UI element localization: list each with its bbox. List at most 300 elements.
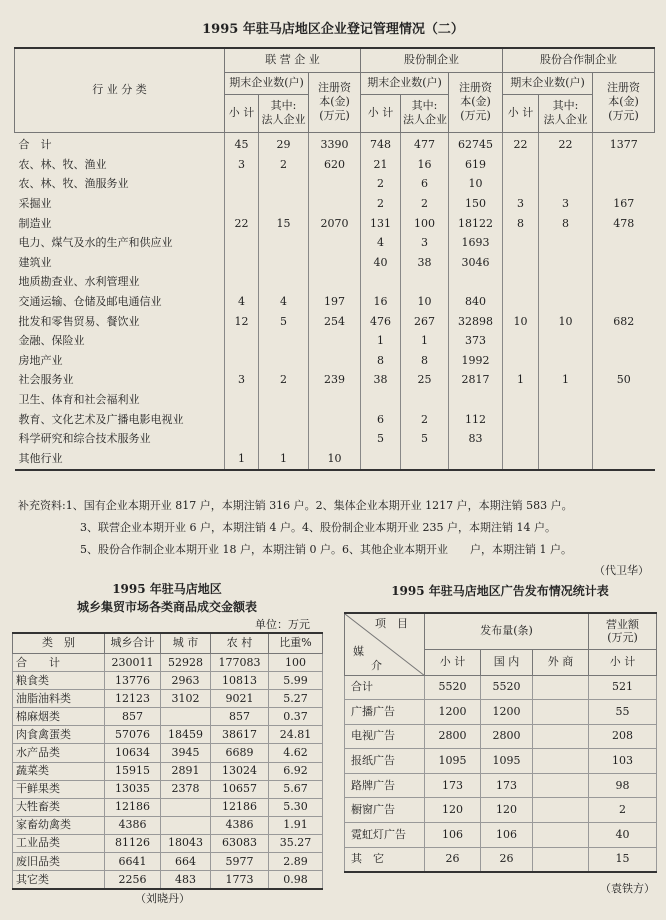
category-name: 工业品类 — [13, 834, 105, 852]
value-cell: 173 — [425, 773, 481, 798]
table-row — [15, 175, 655, 195]
value-cell: 5 — [361, 429, 401, 449]
category-name: 废旧品类 — [13, 853, 105, 871]
value-cell: 1 — [503, 371, 539, 391]
value-cell: 100 — [269, 654, 323, 672]
legal-entity-header: 其中: 法人企业 — [539, 94, 593, 132]
value-cell: 10813 — [211, 672, 269, 690]
revenue-header: 营业额 (万元) — [589, 613, 657, 649]
value-cell — [539, 410, 593, 430]
legal-entity-header: 其中: 法人企业 — [401, 94, 449, 132]
value-cell: 35.27 — [269, 834, 323, 852]
value-cell — [533, 675, 589, 700]
category-name: 肉食禽蛋类 — [13, 726, 105, 744]
industry-name: 科学研究和综合技术服务业 — [18, 432, 151, 446]
value-cell: 5 — [401, 429, 449, 449]
table-row — [345, 749, 657, 774]
value-cell: 62745 — [449, 132, 503, 155]
value-cell — [225, 175, 259, 195]
value-cell: 131 — [361, 214, 401, 234]
value-cell — [539, 292, 593, 312]
value-cell: 32898 — [449, 312, 503, 332]
category-name: 蔬菜类 — [13, 762, 105, 780]
value-cell: 15915 — [105, 762, 161, 780]
value-cell — [593, 331, 655, 351]
value-cell — [503, 331, 539, 351]
value-cell — [593, 429, 655, 449]
media-name: 路牌广告 — [345, 773, 425, 798]
value-cell: 1 — [401, 331, 449, 351]
value-cell: 18122 — [449, 214, 503, 234]
value-cell: 40 — [361, 253, 401, 273]
value-cell — [225, 351, 259, 371]
value-cell: 2.89 — [269, 853, 323, 871]
supplement-note-2: 3、联营企业本期开业 6 户，本期注销 4 户。4、股份制企业本期开业 235 户，本期注销 14 户。 — [80, 521, 556, 534]
subtotal-header: 小 计 — [503, 94, 539, 132]
value-cell — [539, 155, 593, 175]
table-row — [15, 410, 655, 430]
value-cell: 2 — [401, 410, 449, 430]
value-cell — [401, 273, 449, 293]
value-cell: 112 — [449, 410, 503, 430]
table-row — [15, 214, 655, 234]
value-cell: 6.92 — [269, 762, 323, 780]
value-cell — [259, 273, 309, 293]
category-name: 合 计 — [13, 654, 105, 672]
value-cell — [503, 175, 539, 195]
value-cell — [503, 155, 539, 175]
total-header: 城乡合计 — [105, 633, 161, 654]
value-cell — [361, 390, 401, 410]
value-cell — [539, 331, 593, 351]
value-cell: 620 — [309, 155, 361, 175]
industry-name: 采掘业 — [18, 197, 52, 211]
subtotal-header: 小 计 — [361, 94, 401, 132]
value-cell: 3 — [401, 233, 449, 253]
industry-name: 金融、保险业 — [18, 334, 85, 348]
value-cell: 10 — [539, 312, 593, 332]
media-name: 橱窗广告 — [345, 798, 425, 823]
value-cell — [309, 331, 361, 351]
table-row — [13, 726, 323, 744]
value-cell: 6 — [361, 410, 401, 430]
table-row — [15, 390, 655, 410]
value-cell: 13024 — [211, 762, 269, 780]
ads-author: （袁铁方） — [600, 882, 655, 895]
value-cell — [309, 175, 361, 195]
value-cell: 57076 — [105, 726, 161, 744]
value-cell — [593, 351, 655, 371]
main-title: 1995 年驻马店地区企业登记管理情况（二） — [202, 22, 464, 37]
value-cell: 120 — [425, 798, 481, 823]
value-cell — [593, 273, 655, 293]
group-header-joint: 联 营 企 业 — [225, 48, 361, 72]
value-cell — [503, 449, 539, 470]
subtotal-header: 小 计 — [225, 94, 259, 132]
value-cell — [593, 390, 655, 410]
value-cell: 12 — [225, 312, 259, 332]
ads-title: 1995 年驻马店地区广告发布情况统计表 — [391, 584, 609, 598]
value-cell: 1693 — [449, 233, 503, 253]
value-cell — [309, 390, 361, 410]
value-cell — [161, 708, 211, 726]
value-cell: 619 — [449, 155, 503, 175]
rural-title-1: 1995 年驻马店地区 — [112, 582, 222, 596]
rural-title-2: 城乡集贸市场各类商品成交金额表 — [76, 600, 257, 614]
value-cell — [539, 351, 593, 371]
value-cell: 16 — [401, 155, 449, 175]
value-cell: 4.62 — [269, 744, 323, 762]
value-cell: 26 — [481, 847, 533, 872]
value-cell: 1 — [225, 449, 259, 470]
value-cell: 38 — [361, 371, 401, 391]
value-cell: 3945 — [161, 744, 211, 762]
value-cell — [539, 233, 593, 253]
media-name: 其 它 — [345, 847, 425, 872]
table-row — [15, 155, 655, 175]
value-cell: 4 — [361, 233, 401, 253]
category-name: 家畜幼禽类 — [13, 816, 105, 834]
supplement-note-3: 5、股份合作制企业本期开业 18 户，本期注销 0 户。6、其他企业本期开业 户，本期注销 1 户。 — [80, 543, 572, 556]
volume-header: 发布量(条) — [425, 613, 589, 649]
industry-name: 制造业 — [18, 216, 52, 230]
value-cell — [503, 410, 539, 430]
value-cell: 2 — [361, 175, 401, 195]
value-cell: 10 — [309, 449, 361, 470]
table-row — [13, 762, 323, 780]
value-cell — [309, 253, 361, 273]
value-cell: 230011 — [105, 654, 161, 672]
value-cell: 8 — [361, 351, 401, 371]
value-cell: 29 — [259, 132, 309, 155]
value-cell — [161, 816, 211, 834]
value-cell: 3 — [539, 194, 593, 214]
value-cell — [259, 175, 309, 195]
value-cell: 10 — [449, 175, 503, 195]
value-cell: 682 — [593, 312, 655, 332]
value-cell: 8 — [503, 214, 539, 234]
value-cell — [539, 273, 593, 293]
table-row — [13, 798, 323, 816]
ads-domestic-header: 国 内 — [481, 649, 533, 675]
value-cell — [503, 429, 539, 449]
year-end-count-header: 期末企业数(户) — [225, 72, 309, 94]
value-cell — [533, 823, 589, 848]
value-cell: 98 — [589, 773, 657, 798]
value-cell: 12186 — [105, 798, 161, 816]
value-cell: 38617 — [211, 726, 269, 744]
category-name: 干鲜果类 — [13, 780, 105, 798]
enterprise-table-body — [15, 132, 655, 470]
value-cell: 3390 — [309, 132, 361, 155]
value-cell — [593, 175, 655, 195]
table-row — [15, 292, 655, 312]
value-cell: 476 — [361, 312, 401, 332]
value-cell: 177083 — [211, 654, 269, 672]
value-cell: 2963 — [161, 672, 211, 690]
table-row — [345, 773, 657, 798]
value-cell: 10657 — [211, 780, 269, 798]
value-cell: 5977 — [211, 853, 269, 871]
value-cell: 857 — [105, 708, 161, 726]
rural-unit: 单位：万元 — [255, 618, 310, 631]
ads-revenue-subtotal-header: 小 计 — [589, 649, 657, 675]
value-cell: 4 — [225, 292, 259, 312]
value-cell — [259, 390, 309, 410]
value-cell: 100 — [401, 214, 449, 234]
table-row — [15, 194, 655, 214]
value-cell: 24.81 — [269, 726, 323, 744]
table-row — [345, 675, 657, 700]
value-cell: 3 — [225, 155, 259, 175]
ads-foreign-header: 外 商 — [533, 649, 589, 675]
value-cell: 13035 — [105, 780, 161, 798]
rural-table-body — [13, 654, 323, 890]
table-row — [15, 273, 655, 293]
value-cell — [225, 331, 259, 351]
rural-author: （刘晓丹） — [135, 892, 190, 905]
value-cell: 22 — [539, 132, 593, 155]
value-cell: 2800 — [481, 724, 533, 749]
value-cell: 4 — [259, 292, 309, 312]
advertising-table — [344, 612, 657, 873]
year-end-count-header: 期末企业数(户) — [361, 72, 449, 94]
value-cell — [401, 449, 449, 470]
media-name: 合计 — [345, 675, 425, 700]
value-cell: 10634 — [105, 744, 161, 762]
media-name: 报纸广告 — [345, 749, 425, 774]
table-row — [15, 132, 655, 155]
value-cell: 4386 — [211, 816, 269, 834]
table-row — [13, 708, 323, 726]
value-cell: 45 — [225, 132, 259, 155]
value-cell: 5520 — [425, 675, 481, 700]
table-row — [13, 871, 323, 890]
value-cell: 2800 — [425, 724, 481, 749]
value-cell: 16 — [361, 292, 401, 312]
value-cell: 22 — [503, 132, 539, 155]
value-cell — [259, 410, 309, 430]
value-cell — [533, 700, 589, 725]
value-cell: 1 — [259, 449, 309, 470]
table-row — [13, 690, 323, 708]
value-cell: 13776 — [105, 672, 161, 690]
industry-name: 社会服务业 — [18, 373, 74, 387]
value-cell — [539, 429, 593, 449]
value-cell — [309, 410, 361, 430]
table-row — [13, 834, 323, 852]
enterprise-registration-table — [14, 47, 655, 471]
value-cell — [449, 449, 503, 470]
table-row — [15, 233, 655, 253]
value-cell — [539, 449, 593, 470]
value-cell — [449, 390, 503, 410]
ads-corner-header — [345, 613, 425, 675]
value-cell — [593, 410, 655, 430]
value-cell — [259, 253, 309, 273]
value-cell: 2378 — [161, 780, 211, 798]
category-name: 其它类 — [13, 871, 105, 890]
value-cell: 1.91 — [269, 816, 323, 834]
value-cell — [225, 410, 259, 430]
value-cell: 15 — [589, 847, 657, 872]
value-cell: 3 — [225, 371, 259, 391]
value-cell: 477 — [401, 132, 449, 155]
group-header-shareholding: 股份制企业 — [361, 48, 503, 72]
value-cell — [259, 351, 309, 371]
value-cell — [593, 233, 655, 253]
value-cell: 2 — [361, 194, 401, 214]
value-cell: 21 — [361, 155, 401, 175]
value-cell: 1773 — [211, 871, 269, 890]
value-cell: 5.30 — [269, 798, 323, 816]
value-cell: 9021 — [211, 690, 269, 708]
value-cell: 6 — [401, 175, 449, 195]
value-cell: 0.98 — [269, 871, 323, 890]
value-cell — [539, 253, 593, 273]
value-cell — [593, 253, 655, 273]
value-cell — [503, 253, 539, 273]
value-cell — [533, 724, 589, 749]
category-name: 大牲畜类 — [13, 798, 105, 816]
value-cell: 857 — [211, 708, 269, 726]
value-cell: 483 — [161, 871, 211, 890]
value-cell: 2 — [259, 371, 309, 391]
category-name: 棉麻烟类 — [13, 708, 105, 726]
industry-name: 合 计 — [18, 138, 52, 152]
value-cell — [309, 233, 361, 253]
legal-entity-header: 其中: 法人企业 — [259, 94, 309, 132]
industry-name: 教育、文化艺术及广播电影电视业 — [18, 412, 184, 426]
value-cell: 12123 — [105, 690, 161, 708]
value-cell: 5 — [259, 312, 309, 332]
registered-capital-header: 注册资 本(金) (万元) — [593, 72, 655, 132]
value-cell — [533, 847, 589, 872]
category-name: 油脂油料类 — [13, 690, 105, 708]
value-cell — [309, 351, 361, 371]
table-row — [13, 654, 323, 672]
value-cell — [309, 429, 361, 449]
group-header-cooperative: 股份合作制企业 — [503, 48, 655, 72]
value-cell — [259, 331, 309, 351]
value-cell: 0.37 — [269, 708, 323, 726]
value-cell — [533, 773, 589, 798]
value-cell: 2070 — [309, 214, 361, 234]
value-cell: 5.67 — [269, 780, 323, 798]
value-cell: 2 — [401, 194, 449, 214]
value-cell — [225, 253, 259, 273]
industry-name: 电力、煤气及水的生产和供应业 — [18, 236, 173, 250]
value-cell: 2256 — [105, 871, 161, 890]
table-row — [13, 744, 323, 762]
value-cell: 10 — [401, 292, 449, 312]
value-cell — [533, 749, 589, 774]
industry-header: 行 业 分 类 — [15, 48, 225, 132]
table-row — [15, 449, 655, 470]
category-name: 粮食类 — [13, 672, 105, 690]
category-header: 类 别 — [13, 633, 105, 654]
value-cell — [401, 390, 449, 410]
value-cell — [503, 273, 539, 293]
value-cell — [259, 233, 309, 253]
urban-header: 城 市 — [161, 633, 211, 654]
value-cell: 18459 — [161, 726, 211, 744]
value-cell — [593, 292, 655, 312]
table-row — [345, 847, 657, 872]
rural-market-table — [12, 632, 323, 890]
value-cell: 664 — [161, 853, 211, 871]
value-cell: 5.27 — [269, 690, 323, 708]
value-cell: 5520 — [481, 675, 533, 700]
media-name: 霓虹灯广告 — [345, 823, 425, 848]
value-cell: 1377 — [593, 132, 655, 155]
registered-capital-header: 注册资 本(金) (万元) — [309, 72, 361, 132]
value-cell: 748 — [361, 132, 401, 155]
value-cell — [225, 429, 259, 449]
value-cell: 106 — [425, 823, 481, 848]
table-row — [13, 780, 323, 798]
value-cell: 2 — [259, 155, 309, 175]
value-cell — [503, 233, 539, 253]
corner-media-label-2: 介 — [371, 659, 382, 672]
value-cell: 197 — [309, 292, 361, 312]
value-cell: 2817 — [449, 371, 503, 391]
value-cell: 40 — [589, 823, 657, 848]
media-name: 电视广告 — [345, 724, 425, 749]
value-cell — [449, 273, 503, 293]
value-cell: 3046 — [449, 253, 503, 273]
value-cell: 6689 — [211, 744, 269, 762]
value-cell: 55 — [589, 700, 657, 725]
value-cell: 5.99 — [269, 672, 323, 690]
value-cell: 4386 — [105, 816, 161, 834]
value-cell: 6641 — [105, 853, 161, 871]
value-cell: 12186 — [211, 798, 269, 816]
value-cell: 83 — [449, 429, 503, 449]
value-cell: 239 — [309, 371, 361, 391]
value-cell: 1200 — [425, 700, 481, 725]
value-cell: 63083 — [211, 834, 269, 852]
value-cell: 120 — [481, 798, 533, 823]
value-cell: 38 — [401, 253, 449, 273]
table-row — [345, 700, 657, 725]
industry-name: 房地产业 — [18, 353, 63, 367]
value-cell — [539, 390, 593, 410]
value-cell — [361, 273, 401, 293]
value-cell: 1095 — [425, 749, 481, 774]
value-cell: 167 — [593, 194, 655, 214]
value-cell — [309, 273, 361, 293]
ratio-header: 比重% — [269, 633, 323, 654]
table-row — [13, 853, 323, 871]
value-cell: 103 — [589, 749, 657, 774]
value-cell — [161, 798, 211, 816]
value-cell: 106 — [481, 823, 533, 848]
table-row — [345, 724, 657, 749]
media-name: 广播广告 — [345, 700, 425, 725]
table-row — [13, 816, 323, 834]
value-cell: 15 — [259, 214, 309, 234]
industry-name: 批发和零售贸易、餐饮业 — [18, 314, 140, 328]
value-cell — [225, 273, 259, 293]
value-cell: 1 — [361, 331, 401, 351]
value-cell: 478 — [593, 214, 655, 234]
ads-table-body — [345, 675, 657, 872]
industry-name: 交通运输、仓储及邮电通信业 — [18, 295, 162, 308]
corner-media-label-1: 媒 — [353, 645, 364, 658]
value-cell — [539, 175, 593, 195]
value-cell: 10 — [503, 312, 539, 332]
